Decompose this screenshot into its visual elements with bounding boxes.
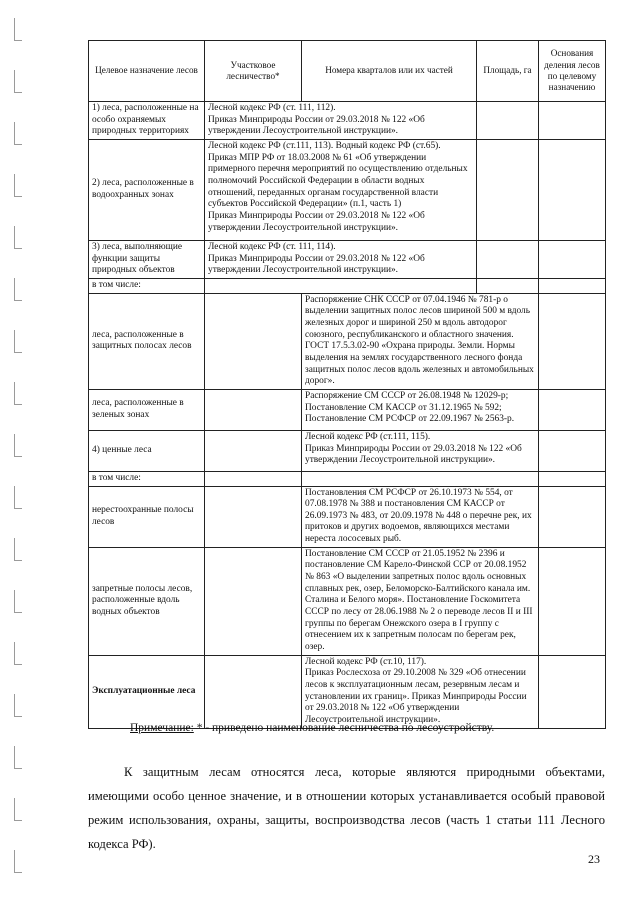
binding-mark [14, 590, 22, 613]
table-row [89, 547, 606, 655]
table-row [89, 389, 606, 430]
header-basis: Основания деления лесов по целевому назначению [539, 41, 606, 102]
row-area [477, 102, 539, 140]
row-docs: Постановление СМ СССР от 21.05.1952 № 2396 и постановление СМ Карело-Финской ССР от 20.08.1952 № 863 «О выделении запретных полос вдоль основных сплавных рек, озер, Беломорско-Балтийского канала им. Сталина и Белого моря». Постановление Госкомитета СССР по лесу от 28.06.1988 № 2 о переводе лесов II и III группы по берегам Онежского озера в I группу с отнесением их к запретным полосам по берегам рек, озер. [302, 547, 539, 655]
binding-mark [14, 330, 22, 353]
row-basis [539, 655, 606, 728]
binding-mark [14, 486, 22, 509]
table-row [89, 430, 606, 471]
binding-mark [14, 278, 22, 301]
row-purpose: леса, расположенные в зеленых зонах [89, 389, 205, 430]
row-basis [539, 389, 606, 430]
row-docs: Лесной кодекс РФ (ст.111, 113). Водный кодекс РФ (ст.65). Приказ МПР РФ от 18.03.2008 № 61 «Об утверждении примерного перечня мероприятий по осуществлению отдельных полномочий Российской Федерации в области водных отношений, переданных органам государственной власти субъектов Российской Федерации» (п.1, часть 1) Приказ Минприроды России от 29.03.2018 № 122 «Об утверждении Лесоустроительной инструкции». [205, 139, 477, 240]
binding-mark [14, 798, 22, 821]
table-row [89, 486, 606, 547]
row-docs: Распоряжение СМ СССР от 26.08.1948 № 12029-р; Постановление СМ КАССР от 31.12.1965 № 592; Постановление СМ РСФСР от 22.09.1967 № 2563-р. [302, 389, 539, 430]
binding-mark [14, 382, 22, 405]
row-purpose: леса, расположенные в защитных полосах лесов [89, 293, 205, 389]
table-footnote [130, 722, 494, 734]
row-purpose: 2) леса, расположенные в водоохранных зонах [89, 139, 205, 240]
row-docs: Распоряжение СНК СССР от 07.04.1946 № 781-р о выделении защитных полос лесов шириной 500 м вдоль железных дорог и шириной 250 м вдоль автодорог союзного, республиканского и областного значения. ГОСТ 17.5.3.02-90 «Охрана природы. Земли. Нормы выделения на землях государственного лесного фонда защитных полос лесов вдоль железных и автомобильных дорог». [302, 293, 539, 389]
binding-mark [14, 694, 22, 717]
row-basis [539, 102, 606, 140]
header-forestry: Участковое лесничество* [205, 41, 302, 102]
table-row [89, 139, 606, 240]
binding-mark [14, 70, 22, 93]
row-docs: Лесной кодекс РФ (ст. 111, 114). Приказ Минприроды России от 29.03.2018 № 122 «Об утверждении Лесоустроительной инструкции». [205, 240, 477, 278]
table-subheader-row [89, 278, 606, 293]
binding-mark [14, 538, 22, 561]
binding-mark [14, 746, 22, 769]
page-number: 23 [588, 852, 600, 866]
table-row [89, 102, 606, 140]
binding-mark [14, 226, 22, 249]
binding-mark [14, 434, 22, 457]
binding-marks [14, 0, 24, 905]
header-purpose: Целевое назначение лесов [89, 41, 205, 102]
binding-mark [14, 642, 22, 665]
row-purpose: Эксплуатационные леса [89, 655, 205, 728]
row-forestry [205, 293, 302, 389]
row-basis [539, 486, 606, 547]
table-subheader-row [89, 471, 606, 486]
row-basis [539, 430, 606, 471]
row-forestry [205, 547, 302, 655]
binding-mark [14, 122, 22, 145]
row-purpose: 3) леса, выполняющие функции защиты природных объектов [89, 240, 205, 278]
row-area [477, 139, 539, 240]
footnote-text: * - приведено наименование лесничества по лесоустройству. [193, 722, 495, 734]
binding-mark [14, 18, 22, 41]
body-paragraph: К защитным лесам относятся леса, которые являются природными объектами, имеющими особо ценное значение, и в отношении которых устанавливается особый правовой режим использования, охраны, защиты, воспроизводства лесов (часть 1 статьи 111 Лесного кодекса РФ). [88, 765, 605, 851]
row-forestry [205, 486, 302, 547]
row-basis [539, 240, 606, 278]
row-docs: Лесной кодекс РФ (ст.10, 117). Приказ Рослесхоза от 29.10.2008 № 329 «Об отнесении лесов к эксплуатационным лесам, резервным лесам и установлении их границ». Приказ Минприроды России от 29.03.2018 № 122 «Об утверждении Лесоустроительной инструкции». [302, 655, 539, 728]
subheader-including: в том числе: [89, 471, 205, 486]
row-basis [539, 139, 606, 240]
header-area: Площадь, га [477, 41, 539, 102]
table-header-row [89, 41, 606, 102]
forest-purpose-table [88, 40, 606, 729]
row-docs: Лесной кодекс РФ (ст. 111, 112). Приказ Минприроды России от 29.03.2018 № 122 «Об утверждении Лесоустроительной инструкции». [205, 102, 477, 140]
binding-mark [14, 174, 22, 197]
row-purpose: 4) ценные леса [89, 430, 205, 471]
row-docs: Постановления СМ РСФСР от 26.10.1973 № 554, от 07.08.1978 № 388 и постановления СМ КАССР от 26.09.1973 № 483, от 20.09.1978 № 448 о перечне рек, их притоков и других водоемов, являющихся местами нереста лососевых рыб. [302, 486, 539, 547]
row-forestry [205, 389, 302, 430]
binding-mark [14, 850, 22, 873]
row-basis [539, 293, 606, 389]
row-area [477, 240, 539, 278]
footnote-label: Примечание: [130, 722, 194, 734]
table-row [89, 293, 606, 389]
table-row [89, 240, 606, 278]
row-basis [539, 547, 606, 655]
subheader-including: в том числе: [89, 278, 205, 293]
row-forestry [205, 655, 302, 728]
header-quarters: Номера кварталов или их частей [302, 41, 477, 102]
row-forestry [205, 430, 302, 471]
row-docs: Лесной кодекс РФ (ст.111, 115). Приказ Минприроды России от 29.03.2018 № 122 «Об утверждении Лесоустроительной инструкции». [302, 430, 539, 471]
row-purpose: нерестоохранные полосы лесов [89, 486, 205, 547]
row-purpose: запретные полосы лесов, расположенные вдоль водных объектов [89, 547, 205, 655]
row-purpose: 1) леса, расположенные на особо охраняемых природных территориях [89, 102, 205, 140]
table-row [89, 655, 606, 728]
